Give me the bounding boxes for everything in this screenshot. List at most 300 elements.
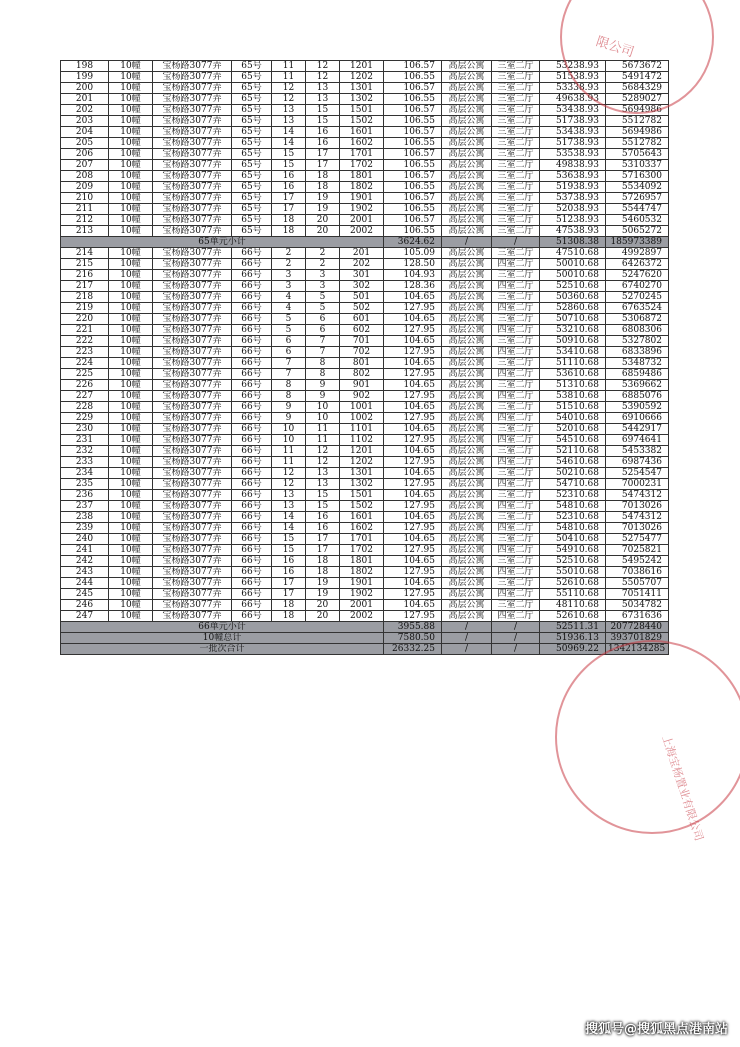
table-cell: 四室二厅 <box>492 545 540 556</box>
table-cell: 245 <box>61 589 109 600</box>
table-cell: 16 <box>306 138 340 149</box>
table-cell: 106.55 <box>384 182 442 193</box>
table-cell: 53610.68 <box>540 369 606 380</box>
table-cell: 6885076 <box>606 391 669 402</box>
table-cell: 52610.68 <box>540 611 606 622</box>
table-cell: 127.95 <box>384 589 442 600</box>
table-cell: 12 <box>306 72 340 83</box>
table-row <box>61 72 669 83</box>
table-cell: 55010.68 <box>540 567 606 578</box>
table-cell: 高层公寓 <box>442 292 492 303</box>
table-cell: 16 <box>306 127 340 138</box>
subtotal-cell: 7580.50 <box>384 633 442 644</box>
table-cell: 106.55 <box>384 160 442 171</box>
subtotal-cell: / <box>492 237 540 248</box>
table-cell: 66号 <box>232 391 272 402</box>
table-cell: 10幢 <box>109 457 153 468</box>
table-cell: 52510.68 <box>540 281 606 292</box>
table-cell: 19 <box>306 578 340 589</box>
table-cell: 104.65 <box>384 336 442 347</box>
table-cell: 12 <box>272 468 306 479</box>
table-cell: 9 <box>272 402 306 413</box>
table-cell: 216 <box>61 270 109 281</box>
table-cell: 6833896 <box>606 347 669 358</box>
table-cell: 宝杨路3077弄 <box>153 446 232 457</box>
table-cell: 104.93 <box>384 270 442 281</box>
subtotal-cell: 26332.25 <box>384 644 442 655</box>
table-cell: 6 <box>306 325 340 336</box>
table-row <box>61 424 669 435</box>
table-cell: 5491472 <box>606 72 669 83</box>
table-cell: 5684329 <box>606 83 669 94</box>
table-cell: 三室二厅 <box>492 424 540 435</box>
table-cell: 高层公寓 <box>442 589 492 600</box>
table-cell: 三室二厅 <box>492 226 540 237</box>
table-cell: 10幢 <box>109 435 153 446</box>
table-cell: 三室二厅 <box>492 248 540 259</box>
subtotal-cell: 207728440 <box>606 622 669 633</box>
table-row <box>61 358 669 369</box>
table-cell: 66号 <box>232 589 272 600</box>
table-cell: 12 <box>272 479 306 490</box>
table-cell: 104.65 <box>384 578 442 589</box>
subtotal-cell: 3624.62 <box>384 237 442 248</box>
table-cell: 127.95 <box>384 303 442 314</box>
table-cell: 10幢 <box>109 138 153 149</box>
table-cell: 234 <box>61 468 109 479</box>
table-cell: 104.65 <box>384 358 442 369</box>
table-cell: 5505707 <box>606 578 669 589</box>
subtotal-cell: / <box>442 644 492 655</box>
table-row <box>61 94 669 105</box>
table-cell: 1301 <box>340 468 384 479</box>
table-cell: 高层公寓 <box>442 468 492 479</box>
table-cell: 228 <box>61 402 109 413</box>
table-row <box>61 314 669 325</box>
table-cell: 1802 <box>340 182 384 193</box>
table-row <box>61 611 669 622</box>
subtotal-cell: 51936.13 <box>540 633 606 644</box>
table-cell: 18 <box>306 182 340 193</box>
table-cell: 601 <box>340 314 384 325</box>
subtotal-cell: 50969.22 <box>540 644 606 655</box>
table-cell: 宝杨路3077弄 <box>153 193 232 204</box>
table-cell: 5705643 <box>606 149 669 160</box>
table-cell: 244 <box>61 578 109 589</box>
table-cell: 10幢 <box>109 116 153 127</box>
table-cell: 四室二厅 <box>492 413 540 424</box>
table-cell: 高层公寓 <box>442 105 492 116</box>
table-cell: 高层公寓 <box>442 116 492 127</box>
table-cell: 5512782 <box>606 138 669 149</box>
table-cell: 65号 <box>232 171 272 182</box>
table-cell: 106.55 <box>384 72 442 83</box>
table-cell: 20 <box>306 226 340 237</box>
table-row <box>61 435 669 446</box>
table-cell: 53638.93 <box>540 171 606 182</box>
table-cell: 2001 <box>340 600 384 611</box>
table-cell: 10幢 <box>109 600 153 611</box>
table-cell: 19 <box>306 589 340 600</box>
table-cell: 127.95 <box>384 413 442 424</box>
table-cell: 18 <box>272 215 306 226</box>
table-cell: 106.57 <box>384 149 442 160</box>
table-cell: 66号 <box>232 402 272 413</box>
table-cell: 52310.68 <box>540 490 606 501</box>
subtotal-cell: / <box>492 622 540 633</box>
table-cell: 65号 <box>232 105 272 116</box>
table-cell: 66号 <box>232 435 272 446</box>
table-cell: 127.95 <box>384 457 442 468</box>
table-cell: 104.65 <box>384 380 442 391</box>
table-cell: 10幢 <box>109 380 153 391</box>
table-cell: 241 <box>61 545 109 556</box>
table-cell: 三室二厅 <box>492 182 540 193</box>
table-cell: 65号 <box>232 116 272 127</box>
table-cell: 15 <box>306 501 340 512</box>
table-cell: 10幢 <box>109 303 153 314</box>
table-cell: 104.65 <box>384 534 442 545</box>
table-cell: 10幢 <box>109 204 153 215</box>
table-cell: 104.65 <box>384 468 442 479</box>
table-cell: 106.57 <box>384 171 442 182</box>
table-cell: 106.55 <box>384 94 442 105</box>
table-cell: 3 <box>272 281 306 292</box>
table-cell: 高层公寓 <box>442 578 492 589</box>
table-cell: 三室二厅 <box>492 127 540 138</box>
table-cell: 10幢 <box>109 325 153 336</box>
table-cell: 宝杨路3077弄 <box>153 424 232 435</box>
table-row <box>61 490 669 501</box>
table-cell: 6 <box>272 347 306 358</box>
table-cell: 127.95 <box>384 567 442 578</box>
table-cell: 218 <box>61 292 109 303</box>
table-row <box>61 105 669 116</box>
table-cell: 四室二厅 <box>492 589 540 600</box>
table-cell: 5495242 <box>606 556 669 567</box>
table-cell: 1901 <box>340 578 384 589</box>
table-cell: 三室二厅 <box>492 138 540 149</box>
table-cell: 宝杨路3077弄 <box>153 490 232 501</box>
table-cell: 128.36 <box>384 281 442 292</box>
table-cell: 53210.68 <box>540 325 606 336</box>
table-cell: 201 <box>340 248 384 259</box>
table-row <box>61 567 669 578</box>
table-cell: 104.65 <box>384 600 442 611</box>
table-cell: 104.65 <box>384 292 442 303</box>
table-cell: 66号 <box>232 556 272 567</box>
table-cell: 127.95 <box>384 611 442 622</box>
table-cell: 201 <box>61 94 109 105</box>
table-cell: 12 <box>306 446 340 457</box>
table-cell: 三室二厅 <box>492 534 540 545</box>
table-cell: 7051411 <box>606 589 669 600</box>
table-cell: 54010.68 <box>540 413 606 424</box>
table-cell: 三室二厅 <box>492 171 540 182</box>
table-cell: 四室二厅 <box>492 369 540 380</box>
table-cell: 6426372 <box>606 259 669 270</box>
company-seal-bottom <box>555 640 740 834</box>
table-cell: 20 <box>306 600 340 611</box>
table-cell: 10 <box>306 402 340 413</box>
table-cell: 宝杨路3077弄 <box>153 567 232 578</box>
table-cell: 106.55 <box>384 116 442 127</box>
table-cell: 66号 <box>232 314 272 325</box>
table-cell: 227 <box>61 391 109 402</box>
table-cell: 19 <box>306 193 340 204</box>
table-cell: 199 <box>61 72 109 83</box>
table-cell: 50410.68 <box>540 534 606 545</box>
table-cell: 宝杨路3077弄 <box>153 94 232 105</box>
table-cell: 高层公寓 <box>442 391 492 402</box>
table-cell: 66号 <box>232 534 272 545</box>
table-row <box>61 534 669 545</box>
table-cell: 高层公寓 <box>442 182 492 193</box>
table-cell: 宝杨路3077弄 <box>153 600 232 611</box>
table-cell: 1902 <box>340 204 384 215</box>
table-cell: 14 <box>272 523 306 534</box>
table-cell: 10幢 <box>109 336 153 347</box>
table-cell: 高层公寓 <box>442 534 492 545</box>
table-row <box>61 589 669 600</box>
table-cell: 13 <box>306 94 340 105</box>
subtotal-cell: / <box>442 633 492 644</box>
table-cell: 宝杨路3077弄 <box>153 479 232 490</box>
table-cell: 12 <box>306 457 340 468</box>
table-cell: 2001 <box>340 215 384 226</box>
table-cell: 14 <box>272 127 306 138</box>
table-cell: 5694986 <box>606 105 669 116</box>
table-cell: 宝杨路3077弄 <box>153 435 232 446</box>
table-row <box>61 369 669 380</box>
table-row <box>61 138 669 149</box>
table-cell: 高层公寓 <box>442 435 492 446</box>
table-cell: 4992897 <box>606 248 669 259</box>
table-cell: 5 <box>306 292 340 303</box>
table-cell: 四室二厅 <box>492 501 540 512</box>
table-cell: 5474312 <box>606 512 669 523</box>
table-cell: 18 <box>272 226 306 237</box>
table-cell: 高层公寓 <box>442 270 492 281</box>
table-cell: 106.55 <box>384 138 442 149</box>
table-cell: 17 <box>272 589 306 600</box>
table-cell: 10幢 <box>109 160 153 171</box>
table-cell: 10幢 <box>109 270 153 281</box>
table-cell: 229 <box>61 413 109 424</box>
table-cell: 高层公寓 <box>442 490 492 501</box>
table-cell: 高层公寓 <box>442 611 492 622</box>
table-cell: 三室二厅 <box>492 61 540 72</box>
table-cell: 902 <box>340 391 384 402</box>
table-cell: 6740270 <box>606 281 669 292</box>
table-cell: 10幢 <box>109 413 153 424</box>
table-cell: 5460532 <box>606 215 669 226</box>
table-cell: 1502 <box>340 501 384 512</box>
table-cell: 高层公寓 <box>442 380 492 391</box>
table-cell: 宝杨路3077弄 <box>153 457 232 468</box>
table-cell: 104.65 <box>384 556 442 567</box>
table-cell: 17 <box>272 578 306 589</box>
table-cell: 1601 <box>340 127 384 138</box>
table-cell: 802 <box>340 369 384 380</box>
table-cell: 66号 <box>232 270 272 281</box>
table-cell: 宝杨路3077弄 <box>153 127 232 138</box>
table-cell: 宝杨路3077弄 <box>153 369 232 380</box>
table-cell: 17 <box>306 545 340 556</box>
table-cell: 10 <box>306 413 340 424</box>
table-cell: 10幢 <box>109 259 153 270</box>
table-cell: 66号 <box>232 248 272 259</box>
table-cell: 48110.68 <box>540 600 606 611</box>
table-cell: 5716300 <box>606 171 669 182</box>
table-cell: 1902 <box>340 589 384 600</box>
table-cell: 5544747 <box>606 204 669 215</box>
table-cell: 51110.68 <box>540 358 606 369</box>
table-cell: 10幢 <box>109 479 153 490</box>
table-cell: 5534092 <box>606 182 669 193</box>
table-cell: 5306872 <box>606 314 669 325</box>
table-cell: 高层公寓 <box>442 523 492 534</box>
table-cell: 14 <box>272 138 306 149</box>
table-cell: 三室二厅 <box>492 193 540 204</box>
table-cell: 1301 <box>340 83 384 94</box>
table-cell: 206 <box>61 149 109 160</box>
table-cell: 高层公寓 <box>442 314 492 325</box>
table-cell: 四室二厅 <box>492 281 540 292</box>
table-cell: 三室二厅 <box>492 578 540 589</box>
table-cell: 127.95 <box>384 391 442 402</box>
table-row <box>61 545 669 556</box>
table-cell: 宝杨路3077弄 <box>153 611 232 622</box>
table-cell: 四室二厅 <box>492 391 540 402</box>
table-cell: 226 <box>61 380 109 391</box>
table-cell: 宝杨路3077弄 <box>153 534 232 545</box>
table-cell: 高层公寓 <box>442 567 492 578</box>
table-cell: 66号 <box>232 567 272 578</box>
table-cell: 50210.68 <box>540 468 606 479</box>
table-cell: 302 <box>340 281 384 292</box>
table-cell: 54710.68 <box>540 479 606 490</box>
table-cell: 宝杨路3077弄 <box>153 413 232 424</box>
table-cell: 53738.93 <box>540 193 606 204</box>
table-cell: 1901 <box>340 193 384 204</box>
table-cell: 66号 <box>232 358 272 369</box>
table-row <box>61 600 669 611</box>
table-cell: 66号 <box>232 468 272 479</box>
table-cell: 宝杨路3077弄 <box>153 171 232 182</box>
table-cell: 高层公寓 <box>442 501 492 512</box>
table-cell: 105.09 <box>384 248 442 259</box>
table-cell: 20 <box>306 611 340 622</box>
table-cell: 宝杨路3077弄 <box>153 523 232 534</box>
table-cell: 17 <box>272 204 306 215</box>
table-cell: 三室二厅 <box>492 105 540 116</box>
table-row <box>61 248 669 259</box>
table-cell: 209 <box>61 182 109 193</box>
table-cell: 7013026 <box>606 501 669 512</box>
table-cell: 宝杨路3077弄 <box>153 215 232 226</box>
table-cell: 6731636 <box>606 611 669 622</box>
table-cell: 10幢 <box>109 545 153 556</box>
table-cell: 1002 <box>340 413 384 424</box>
table-cell: 225 <box>61 369 109 380</box>
table-cell: 106.57 <box>384 215 442 226</box>
table-cell: 202 <box>340 259 384 270</box>
table-cell: 66号 <box>232 490 272 501</box>
table-cell: 10幢 <box>109 171 153 182</box>
table-cell: 52110.68 <box>540 446 606 457</box>
table-cell: 宝杨路3077弄 <box>153 347 232 358</box>
table-cell: 65号 <box>232 226 272 237</box>
table-cell: 66号 <box>232 413 272 424</box>
table-cell: 52038.93 <box>540 204 606 215</box>
table-cell: 7000231 <box>606 479 669 490</box>
table-cell: 三室二厅 <box>492 314 540 325</box>
table-row <box>61 116 669 127</box>
table-cell: 204 <box>61 127 109 138</box>
table-cell: 65号 <box>232 215 272 226</box>
table-cell: 5254547 <box>606 468 669 479</box>
table-row <box>61 182 669 193</box>
table-cell: 51238.93 <box>540 215 606 226</box>
table-cell: 三室二厅 <box>492 380 540 391</box>
table-row <box>61 83 669 94</box>
table-cell: 高层公寓 <box>442 424 492 435</box>
table-cell: 65号 <box>232 127 272 138</box>
table-cell: 207 <box>61 160 109 171</box>
table-row <box>61 556 669 567</box>
table-cell: 10 <box>272 424 306 435</box>
table-cell: 16 <box>272 171 306 182</box>
table-cell: 高层公寓 <box>442 325 492 336</box>
table-cell: 53338.93 <box>540 83 606 94</box>
table-cell: 三室二厅 <box>492 402 540 413</box>
subtotal-cell: 185973389 <box>606 237 669 248</box>
table-cell: 2 <box>272 259 306 270</box>
table-cell: 高层公寓 <box>442 512 492 523</box>
table-cell: 三室二厅 <box>492 490 540 501</box>
table-cell: 19 <box>306 204 340 215</box>
table-cell: 宝杨路3077弄 <box>153 226 232 237</box>
table-cell: 212 <box>61 215 109 226</box>
table-cell: 1601 <box>340 512 384 523</box>
table-cell: 7013026 <box>606 523 669 534</box>
table-cell: 1602 <box>340 138 384 149</box>
table-cell: 1701 <box>340 534 384 545</box>
table-cell: 高层公寓 <box>442 94 492 105</box>
table-cell: 5673672 <box>606 61 669 72</box>
table-cell: 高层公寓 <box>442 204 492 215</box>
table-cell: 宝杨路3077弄 <box>153 270 232 281</box>
table-cell: 10幢 <box>109 490 153 501</box>
table-cell: 243 <box>61 567 109 578</box>
table-cell: 12 <box>272 94 306 105</box>
table-cell: 6808306 <box>606 325 669 336</box>
table-cell: 10幢 <box>109 61 153 72</box>
table-cell: 5 <box>272 325 306 336</box>
table-cell: 10幢 <box>109 72 153 83</box>
table-cell: 三室二厅 <box>492 446 540 457</box>
table-cell: 宝杨路3077弄 <box>153 292 232 303</box>
table-cell: 宝杨路3077弄 <box>153 61 232 72</box>
table-cell: 205 <box>61 138 109 149</box>
table-cell: 10幢 <box>109 149 153 160</box>
table-cell: 高层公寓 <box>442 215 492 226</box>
table-cell: 8 <box>272 380 306 391</box>
table-row <box>61 336 669 347</box>
table-cell: 65号 <box>232 160 272 171</box>
table-cell: 49838.93 <box>540 160 606 171</box>
